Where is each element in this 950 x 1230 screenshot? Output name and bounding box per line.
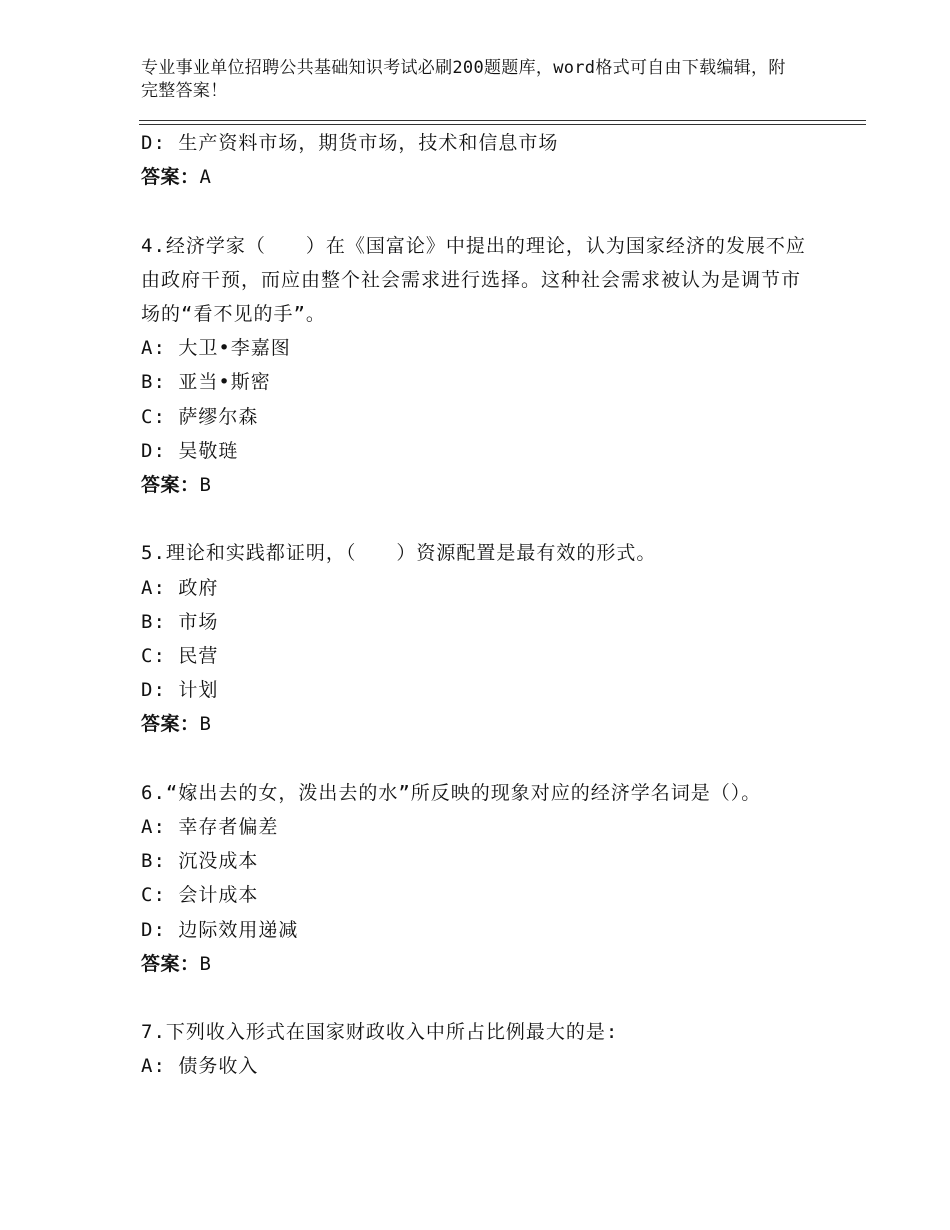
answer-line bbox=[141, 468, 811, 502]
answer-line bbox=[141, 947, 811, 981]
question-stem: 4.经济学家（ ）在《国富论》中提出的理论，认为国家经济的发展不应由政府干预，而应由整个社会需求进行选择。这种社会需求被认为是调节市场的“看不见的手”。 bbox=[141, 234, 806, 325]
spacer bbox=[141, 742, 811, 776]
answer-value: B bbox=[199, 474, 212, 497]
option-item: B: 市场 bbox=[141, 610, 219, 633]
answer-label: 答案： bbox=[141, 474, 200, 497]
option-item: A: 债务收入 bbox=[141, 1055, 259, 1078]
option-item: C: 民营 bbox=[141, 645, 219, 668]
question-stem: 6.“嫁出去的女，泼出去的水”所反映的现象对应的经济学名词是（）。 bbox=[141, 781, 762, 804]
question-stem: 7.下列收入形式在国家财政收入中所占比例最大的是: bbox=[141, 1021, 619, 1044]
answer-label: 答案： bbox=[141, 166, 200, 189]
spacer bbox=[141, 194, 811, 228]
option-item: C: 会计成本 bbox=[141, 884, 259, 907]
header-divider bbox=[139, 120, 866, 125]
answer-value: B bbox=[199, 713, 212, 736]
option-item: B: 沉没成本 bbox=[141, 850, 259, 873]
option-item: D: 计划 bbox=[141, 679, 219, 702]
option-item: D: 生产资料市场，期货市场，技术和信息市场 bbox=[141, 132, 559, 154]
answer-value: B bbox=[199, 952, 212, 975]
answer-value: A bbox=[199, 166, 212, 189]
option-item: D: 吴敬琏 bbox=[141, 439, 239, 462]
option-item: C: 萨缪尔森 bbox=[141, 405, 259, 428]
option-item: A: 政府 bbox=[141, 576, 219, 599]
page-header: 专业事业单位招聘公共基础知识考试必刷200题题库，word格式可自由下载编辑，附完整答案！ bbox=[141, 58, 786, 101]
answer-line bbox=[141, 707, 811, 741]
answer-label: 答案： bbox=[141, 952, 200, 975]
spacer bbox=[141, 981, 811, 1015]
option-item: B: 亚当•斯密 bbox=[141, 371, 271, 394]
answer-label: 答案： bbox=[141, 713, 200, 736]
question-stem: 5.理论和实践都证明，（ ）资源配置是最有效的形式。 bbox=[141, 542, 657, 565]
spacer bbox=[141, 502, 811, 536]
option-item: D: 边际效用递减 bbox=[141, 918, 299, 941]
option-item: A: 幸存者偏差 bbox=[141, 816, 279, 839]
question-content bbox=[141, 126, 811, 1084]
option-item: A: 大卫•李嘉图 bbox=[141, 337, 291, 360]
answer-line bbox=[141, 160, 811, 194]
